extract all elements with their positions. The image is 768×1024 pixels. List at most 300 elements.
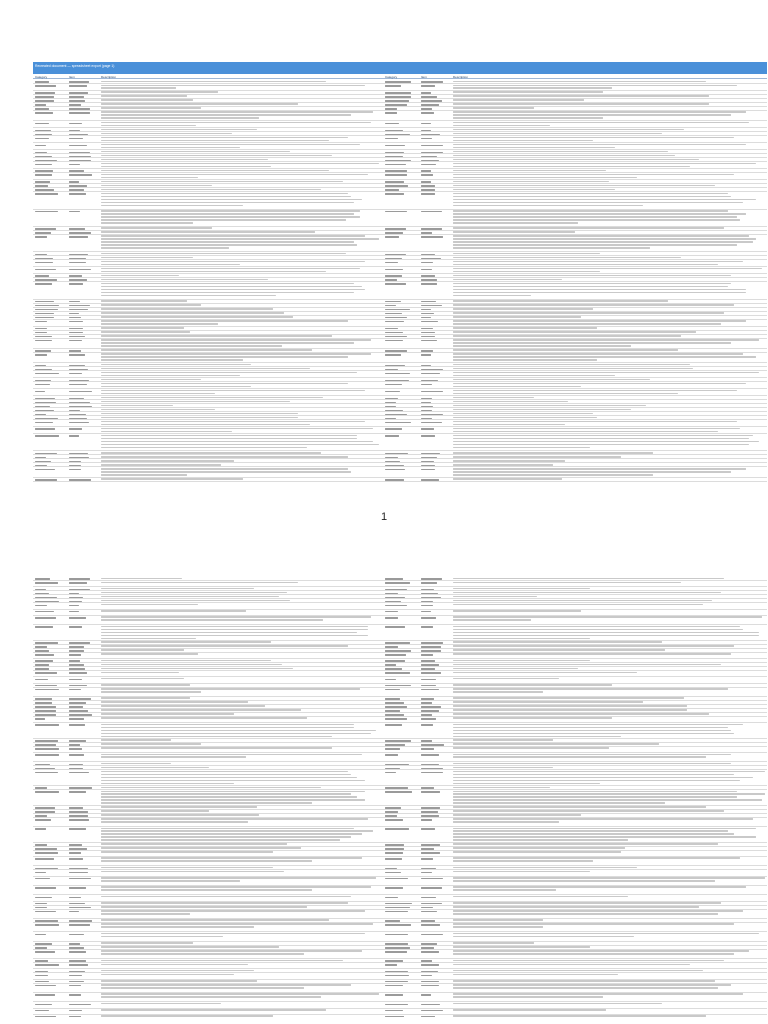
table-row: [33, 932, 767, 941]
table-cell: [101, 818, 379, 827]
table-cell: [101, 771, 379, 786]
table-row: [33, 267, 767, 274]
table-cell: [385, 320, 413, 326]
table-cell: [385, 435, 413, 452]
table-cell: [69, 950, 93, 959]
table-cell: [35, 688, 61, 697]
table-cell: [421, 390, 445, 396]
table-cell: [69, 771, 93, 786]
table-cell: [101, 877, 379, 886]
table-row: [33, 950, 767, 959]
table-cell: [453, 993, 765, 1002]
table-cell: [385, 383, 413, 389]
table-cell: [69, 933, 93, 942]
table-cell: [421, 210, 445, 227]
table-cell: [385, 828, 413, 843]
table-cell: [69, 877, 93, 886]
table-cell: [385, 210, 413, 227]
table-cell: [385, 933, 413, 942]
table-cell: [385, 85, 413, 91]
table-cell: [35, 428, 61, 434]
table-cell: [453, 235, 765, 252]
table-cell: [453, 372, 765, 378]
table-row: [33, 910, 767, 919]
table-cell: [385, 984, 413, 993]
table-row: [33, 382, 767, 389]
table-cell: [101, 320, 379, 326]
table-cell: [421, 688, 445, 697]
table-cell: [35, 261, 61, 267]
table-cell: [385, 791, 413, 806]
table-cell: [385, 886, 413, 895]
table-cell: [35, 984, 61, 993]
table-cell: [101, 372, 379, 378]
table-cell: [35, 616, 61, 625]
table-row: [33, 616, 767, 625]
table-cell: [101, 353, 379, 363]
table-cell: [421, 320, 445, 326]
table-row: [33, 984, 767, 993]
table-row: [33, 143, 767, 150]
table-cell: [453, 857, 765, 866]
table-cell: [453, 428, 765, 434]
table-cell: [35, 235, 61, 252]
table-cell: [421, 421, 445, 427]
table-cell: [453, 137, 765, 143]
table-cell: [421, 724, 445, 739]
table-cell: [101, 688, 379, 697]
table-cell: [453, 616, 765, 625]
table-cell: [69, 390, 93, 396]
table-cell: [35, 724, 61, 739]
table-cell: [101, 144, 379, 150]
table-cell: [385, 857, 413, 866]
table-cell: [101, 428, 379, 434]
table-cell: [421, 174, 445, 180]
table-cell: [453, 818, 765, 827]
table-cell: [101, 193, 379, 210]
table-cell: [101, 754, 379, 763]
table-cell: [69, 1015, 93, 1017]
table-row: [33, 320, 767, 327]
table-cell: [35, 390, 61, 396]
table-cell: [69, 754, 93, 763]
table-cell: [421, 353, 445, 363]
table-row: [33, 427, 767, 434]
table-cell: [35, 923, 61, 932]
table-cell: [421, 754, 445, 763]
table-cell: [385, 468, 413, 478]
table-cell: [35, 144, 61, 150]
table-row: [33, 420, 767, 427]
table-cell: [101, 626, 379, 641]
table-cell: [385, 724, 413, 739]
table-cell: [69, 468, 93, 478]
table-cell: [421, 235, 445, 252]
table-cell: [69, 174, 93, 180]
table-row: [33, 827, 767, 843]
table-cell: [385, 283, 413, 300]
table-cell: [453, 435, 765, 452]
table-cell: [69, 372, 93, 378]
table-cell: [385, 626, 413, 641]
table-cell: [385, 372, 413, 378]
table-cell: [69, 923, 93, 932]
table-cell: [101, 383, 379, 389]
table-cell: [385, 421, 413, 427]
table-cell: [453, 193, 765, 210]
table-cell: [385, 950, 413, 959]
table-cell: [101, 421, 379, 427]
table-cell: [35, 163, 61, 169]
table-row: [33, 857, 767, 866]
table-cell: [101, 137, 379, 143]
table-cell: [35, 754, 61, 763]
table-body-top: [33, 80, 767, 482]
table-cell: [421, 144, 445, 150]
table-cell: [453, 791, 765, 806]
table-cell: [453, 383, 765, 389]
table-cell: [421, 818, 445, 827]
table-cell: [101, 933, 379, 942]
table-cell: [69, 828, 93, 843]
table-cell: [385, 616, 413, 625]
table-cell: [35, 372, 61, 378]
table-cell: [421, 137, 445, 143]
table-row: [33, 434, 767, 451]
table-cell: [69, 791, 93, 806]
table-cell: [421, 886, 445, 895]
table-row: [33, 339, 767, 349]
table-cell: [421, 85, 445, 91]
table-cell: [35, 877, 61, 886]
table-cell: [421, 857, 445, 866]
table-row: [33, 371, 767, 378]
table-cell: [453, 1015, 765, 1017]
table-cell: [385, 268, 413, 274]
table-row: [33, 467, 767, 477]
table-cell: [453, 421, 765, 427]
sheet-title: Recreated document — spreadsheet export (page 1): [35, 64, 115, 68]
table-cell: [385, 261, 413, 267]
table-cell: [385, 339, 413, 349]
table-cell: [453, 910, 765, 919]
table-cell: [69, 193, 93, 210]
table-cell: [69, 993, 93, 1002]
table-cell: [385, 910, 413, 919]
table-cell: [421, 283, 445, 300]
table-cell: [69, 261, 93, 267]
table-cell: [101, 724, 379, 739]
table-cell: [453, 261, 765, 267]
table-cell: [421, 268, 445, 274]
table-cell: [35, 1015, 61, 1017]
table-cell: [35, 85, 61, 91]
table-cell: [101, 235, 379, 252]
column-header: Item: [421, 74, 427, 79]
table-cell: [421, 791, 445, 806]
sheet-top: [0, 62, 768, 482]
table-cell: [69, 616, 93, 625]
table-cell: [69, 320, 93, 326]
table-cell: [453, 283, 765, 300]
table-row: [33, 770, 767, 786]
table-cell: [385, 390, 413, 396]
table-cell: [69, 421, 93, 427]
table-cell: [69, 818, 93, 827]
page-number: 1: [380, 511, 388, 523]
table-cell: [453, 933, 765, 942]
table-cell: [385, 163, 413, 169]
table-cell: [385, 144, 413, 150]
table-row: [33, 353, 767, 363]
table-cell: [421, 877, 445, 886]
table-cell: [69, 626, 93, 641]
table-cell: [421, 193, 445, 210]
table-cell: [421, 1015, 445, 1017]
table-cell: [421, 923, 445, 932]
table-cell: [35, 268, 61, 274]
table-cell: [101, 1015, 379, 1017]
table-cell: [69, 353, 93, 363]
table-cell: [69, 724, 93, 739]
table-cell: [69, 910, 93, 919]
table-cell: [35, 339, 61, 349]
table-row: [33, 111, 767, 121]
table-row: [33, 84, 767, 91]
table-cell: [69, 339, 93, 349]
table-cell: [453, 174, 765, 180]
table-cell: [101, 616, 379, 625]
table-cell: [421, 111, 445, 121]
table-cell: [69, 163, 93, 169]
table-cell: [35, 193, 61, 210]
table-cell: [35, 210, 61, 227]
column-header-row: [33, 74, 767, 79]
table-cell: [453, 754, 765, 763]
header-band: [33, 62, 767, 74]
table-cell: [101, 210, 379, 227]
table-row: [33, 192, 767, 209]
column-header: Description: [453, 74, 469, 79]
table-cell: [453, 877, 765, 886]
table-cell: [35, 435, 61, 452]
table-cell: [35, 933, 61, 942]
table-row: [33, 877, 767, 886]
table-cell: [453, 268, 765, 274]
table-cell: [453, 390, 765, 396]
table-row: [33, 162, 767, 169]
table-cell: [385, 754, 413, 763]
table-cell: [69, 383, 93, 389]
table-cell: [385, 688, 413, 697]
table-cell: [35, 174, 61, 180]
table-cell: [385, 122, 413, 128]
table-row: [33, 753, 767, 762]
table-cell: [35, 857, 61, 866]
table-row: [33, 235, 767, 252]
table-cell: [453, 320, 765, 326]
table-cell: [69, 268, 93, 274]
table-cell: [101, 435, 379, 452]
table-cell: [453, 144, 765, 150]
table-cell: [35, 421, 61, 427]
table-cell: [101, 828, 379, 843]
table-cell: [453, 163, 765, 169]
table-cell: [101, 993, 379, 1002]
table-row: [33, 389, 767, 396]
table-cell: [69, 137, 93, 143]
table-row: [33, 923, 767, 932]
table-cell: [35, 818, 61, 827]
table-cell: [453, 339, 765, 349]
table-cell: [453, 85, 765, 91]
table-cell: [69, 85, 93, 91]
table-cell: [35, 111, 61, 121]
table-cell: [385, 428, 413, 434]
table-cell: [453, 122, 765, 128]
sheet-bottom: [0, 577, 768, 1017]
table-cell: [101, 791, 379, 806]
table-cell: [385, 111, 413, 121]
table-cell: [69, 984, 93, 993]
table-row: [33, 260, 767, 267]
table-cell: [453, 886, 765, 895]
table-cell: [101, 111, 379, 121]
table-row: [33, 210, 767, 227]
table-cell: [421, 993, 445, 1002]
table-cell: [35, 828, 61, 843]
table-cell: [35, 993, 61, 1002]
table-cell: [385, 137, 413, 143]
table-cell: [421, 984, 445, 993]
table-row: [33, 993, 767, 1002]
table-row: [33, 625, 767, 641]
table-cell: [453, 984, 765, 993]
table-cell: [385, 174, 413, 180]
table-cell: [385, 235, 413, 252]
table-row: [33, 886, 767, 895]
table-cell: [101, 163, 379, 169]
table-cell: [101, 85, 379, 91]
table-cell: [453, 111, 765, 121]
table-row: [33, 282, 767, 299]
table-row: [33, 818, 767, 827]
table-cell: [101, 261, 379, 267]
table-cell: [101, 923, 379, 932]
table-row: [33, 723, 767, 739]
table-cell: [385, 353, 413, 363]
table-cell: [421, 468, 445, 478]
table-cell: [453, 353, 765, 363]
table-cell: [385, 877, 413, 886]
table-cell: [421, 828, 445, 843]
table-cell: [69, 111, 93, 121]
column-header: Description: [101, 74, 117, 79]
table-row: [33, 136, 767, 143]
table-cell: [35, 353, 61, 363]
table-cell: [101, 283, 379, 300]
table-cell: [35, 320, 61, 326]
table-cell: [421, 771, 445, 786]
table-cell: [421, 910, 445, 919]
table-cell: [101, 886, 379, 895]
table-cell: [385, 193, 413, 210]
table-cell: [69, 144, 93, 150]
table-cell: [35, 910, 61, 919]
table-cell: [453, 626, 765, 641]
table-cell: [453, 828, 765, 843]
table-cell: [421, 933, 445, 942]
table-cell: [453, 923, 765, 932]
table-cell: [101, 339, 379, 349]
table-cell: [101, 468, 379, 478]
table-cell: [35, 950, 61, 959]
table-cell: [101, 122, 379, 128]
table-cell: [101, 857, 379, 866]
table-cell: [69, 688, 93, 697]
column-header: Category: [35, 74, 48, 79]
table-cell: [101, 984, 379, 993]
table-cell: [69, 428, 93, 434]
table-cell: [69, 886, 93, 895]
table-cell: [421, 261, 445, 267]
table-cell: [35, 886, 61, 895]
table-cell: [69, 283, 93, 300]
table-cell: [35, 122, 61, 128]
table-cell: [35, 626, 61, 641]
table-row: [33, 121, 767, 128]
table-row: [33, 1015, 767, 1017]
table-cell: [385, 771, 413, 786]
table-cell: [35, 468, 61, 478]
table-cell: [35, 383, 61, 389]
table-cell: [69, 122, 93, 128]
table-cell: [421, 339, 445, 349]
table-row: [33, 173, 767, 180]
table-cell: [421, 616, 445, 625]
table-cell: [101, 950, 379, 959]
table-cell: [385, 818, 413, 827]
table-cell: [453, 210, 765, 227]
table-cell: [385, 1015, 413, 1017]
table-cell: [101, 910, 379, 919]
table-cell: [421, 950, 445, 959]
column-header: Item: [69, 74, 75, 79]
table-cell: [453, 771, 765, 786]
table-cell: [421, 122, 445, 128]
table-cell: [69, 235, 93, 252]
table-cell: [385, 923, 413, 932]
table-cell: [421, 428, 445, 434]
table-cell: [421, 372, 445, 378]
table-cell: [421, 435, 445, 452]
table-cell: [453, 950, 765, 959]
table-cell: [69, 435, 93, 452]
table-cell: [453, 688, 765, 697]
table-cell: [101, 268, 379, 274]
table-cell: [101, 174, 379, 180]
table-cell: [69, 857, 93, 866]
table-cell: [385, 993, 413, 1002]
table-cell: [421, 163, 445, 169]
table-cell: [35, 283, 61, 300]
table-cell: [35, 771, 61, 786]
table-cell: [69, 210, 93, 227]
table-cell: [421, 626, 445, 641]
column-header: Category: [385, 74, 398, 79]
table-cell: [453, 724, 765, 739]
